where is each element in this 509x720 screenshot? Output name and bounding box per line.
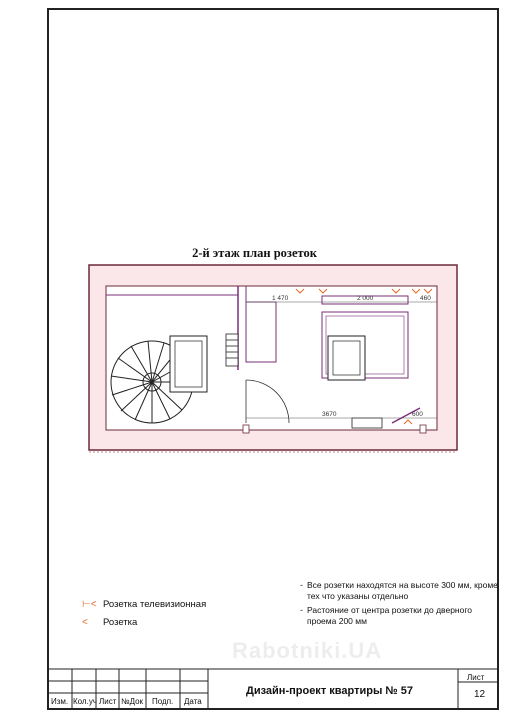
bullet-icon: - xyxy=(300,605,303,615)
watermark: Rabotniki.UA xyxy=(232,638,383,663)
plan-title: 2-й этаж план розеток xyxy=(192,246,317,260)
sheet-number: 12 xyxy=(474,689,486,700)
legend-label: Розетка xyxy=(103,617,138,628)
socket-icon: < xyxy=(82,617,88,628)
dimension-label: 1 470 xyxy=(272,295,289,302)
title-block-column: №Док xyxy=(121,697,144,706)
note-text: Растояние от центра розетки до дверного проема 200 мм xyxy=(307,605,472,626)
sheet-label: Лист xyxy=(467,673,485,682)
dimension-label: 600 xyxy=(412,411,423,418)
note-text: Все розетки находятся на высоте 300 мм, кроме тех что указаны отдельно xyxy=(307,580,498,601)
title-block-column: Изм. xyxy=(51,697,69,706)
tv-socket-icon: ⊢< xyxy=(82,599,97,610)
dimension-label: 460 xyxy=(420,295,431,302)
project-title: Дизайн-проект квартиры № 57 xyxy=(246,685,413,697)
title-block-column: Подп. xyxy=(152,697,174,706)
title-block-column: Кол.уч xyxy=(73,697,97,706)
dimension-label: 2 000 xyxy=(357,295,374,302)
dimension-label: 3670 xyxy=(322,411,337,418)
title-block-column: Лист xyxy=(99,697,117,706)
title-block-column: Дата xyxy=(184,697,202,706)
legend-label: Розетка телевизионная xyxy=(103,599,207,610)
bullet-icon: - xyxy=(300,580,303,590)
